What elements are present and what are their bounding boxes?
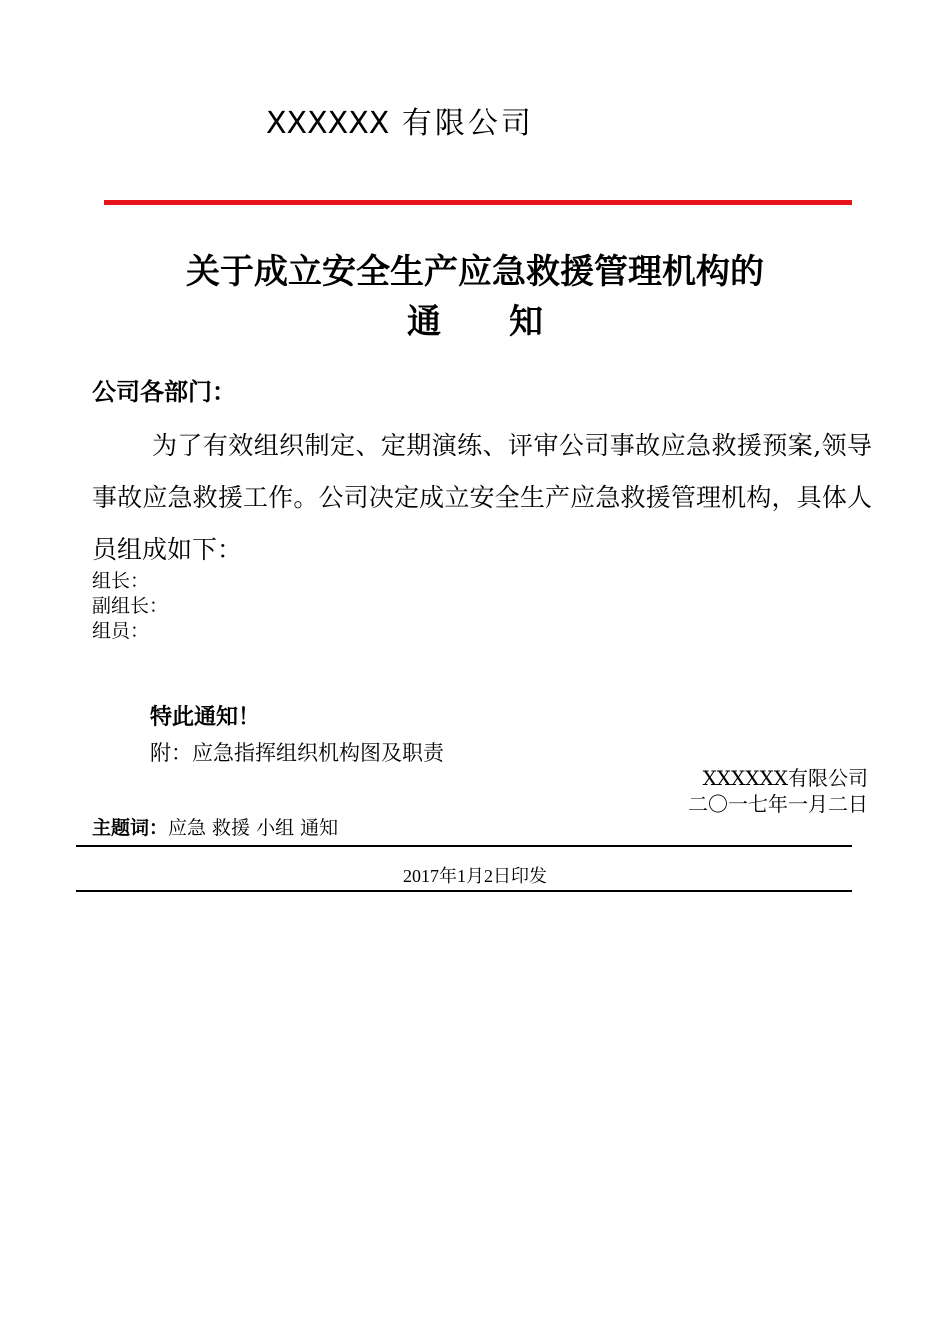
signature-company: XXXXXX有限公司: [702, 766, 868, 790]
org-name-latin: XXXXXX: [266, 106, 390, 141]
signature-date: 二〇一七年一月二日: [688, 792, 868, 816]
org-name-cjk: 有限公司: [389, 106, 534, 141]
keywords-line: [92, 813, 338, 840]
salutation: 公司各部门：: [92, 378, 236, 406]
role-group-leader: 组长：: [92, 570, 150, 592]
issuing-org-header: [266, 98, 534, 142]
attachment-note: 附：应急指挥组织机构图及职责: [150, 741, 444, 765]
footer-rule-top: [76, 845, 852, 847]
print-date: 2017年1月2日印发: [403, 866, 547, 886]
role-members: 组员：: [92, 620, 150, 642]
document-title-line2: 通 知: [407, 302, 543, 342]
role-deputy-leader: 副组长：: [92, 595, 169, 617]
keywords-label: 主题词：: [92, 817, 169, 839]
document-title-line1: 关于成立安全生产应急救援管理机构的: [186, 252, 764, 292]
red-header-rule: [104, 200, 852, 205]
keywords-value: 应急 救援 小组 通知: [168, 817, 339, 839]
footer-rule-bottom: [76, 890, 852, 892]
body-paragraph: 为了有效组织制定、定期演练、评审公司事故应急救援预案,领导事故应急救援工作。公司决定成立安全生产应急救援管理机构，具体人员组成如下：: [92, 431, 872, 564]
notice-closing: 特此通知！: [150, 705, 261, 730]
